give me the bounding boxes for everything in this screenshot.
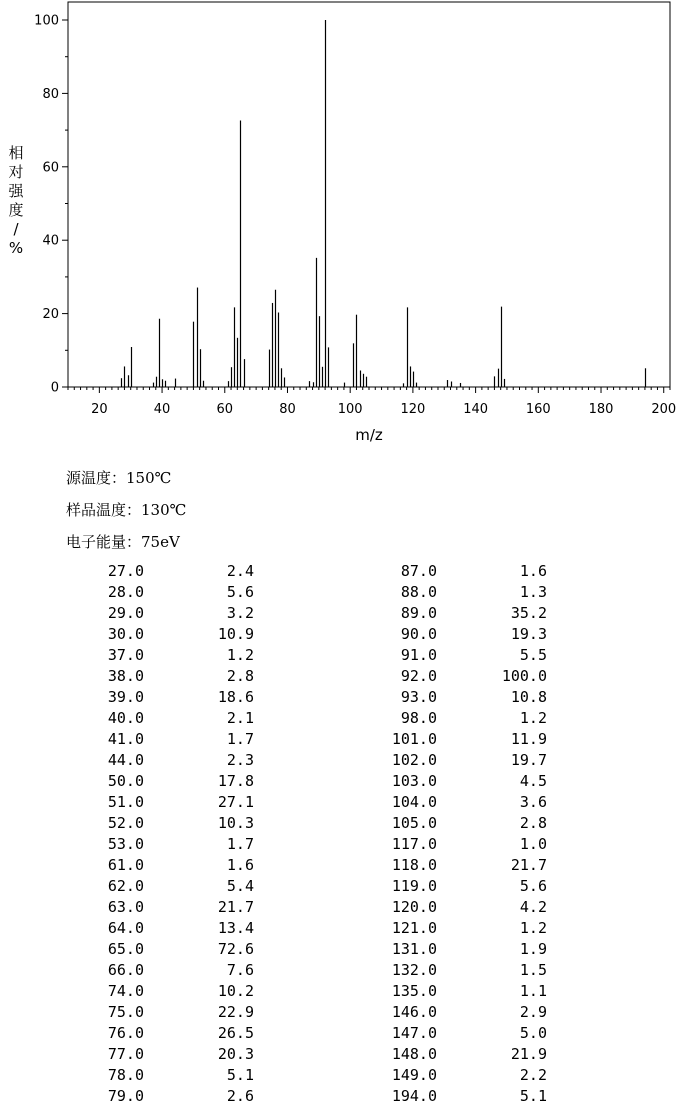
intensity-value: 13.4: [217, 919, 254, 937]
mz-value: 118.0: [391, 856, 437, 874]
table-row: [66, 792, 254, 813]
mz-value: 29.0: [107, 604, 144, 622]
mz-value: 102.0: [391, 751, 437, 769]
intensity-value: 1.1: [519, 982, 547, 1000]
table-row: [359, 1002, 547, 1023]
intensity-value: 1.7: [226, 730, 254, 748]
mz-value: 119.0: [391, 877, 437, 895]
mz-value: 30.0: [107, 625, 144, 643]
table-row: [66, 939, 254, 960]
y-tick-label: 20: [42, 307, 59, 323]
mz-value: 39.0: [107, 688, 144, 706]
mz-value: 44.0: [107, 751, 144, 769]
table-row: [359, 813, 547, 834]
table-row: [66, 1002, 254, 1023]
intensity-value: 10.3: [217, 814, 254, 832]
mz-value: 75.0: [107, 1003, 144, 1021]
table-row: [359, 603, 547, 624]
mz-value: 61.0: [107, 856, 144, 874]
mz-value: 105.0: [391, 814, 437, 832]
y-axis-title-char: 相: [8, 144, 24, 162]
table-row: [66, 834, 254, 855]
mz-value: 149.0: [391, 1066, 437, 1084]
table-row: [359, 855, 547, 876]
mz-value: 65.0: [107, 940, 144, 958]
intensity-value: 19.3: [510, 625, 547, 643]
table-row: [66, 981, 254, 1002]
mz-value: 146.0: [391, 1003, 437, 1021]
intensity-value: 21.7: [217, 898, 254, 916]
mz-value: 28.0: [107, 583, 144, 601]
x-tick-label: 60: [216, 402, 234, 417]
mz-value: 93.0: [400, 688, 437, 706]
mz-value: 78.0: [107, 1066, 144, 1084]
mz-value: 53.0: [107, 835, 144, 853]
table-row: [66, 960, 254, 981]
sample-temperature: 样品温度：130℃: [66, 501, 187, 519]
intensity-value: 2.2: [519, 1066, 547, 1084]
intensity-value: 5.6: [519, 877, 547, 895]
intensity-value: 1.7: [226, 835, 254, 853]
instrument-conditions: [66, 462, 186, 558]
intensity-value: 27.1: [217, 793, 254, 811]
y-axis-title: [6, 144, 26, 258]
intensity-value: 1.5: [519, 961, 547, 979]
table-row: [359, 624, 547, 645]
mass-spectrum-chart: [0, 0, 680, 450]
table-row: [66, 876, 254, 897]
intensity-value: 1.2: [519, 709, 547, 727]
mz-value: 63.0: [107, 898, 144, 916]
table-row: [66, 918, 254, 939]
peak-table-right: [359, 561, 547, 1107]
mz-value: 103.0: [391, 772, 437, 790]
mz-value: 76.0: [107, 1024, 144, 1042]
table-row: [359, 981, 547, 1002]
intensity-value: 1.6: [226, 856, 254, 874]
mz-value: 77.0: [107, 1045, 144, 1063]
mz-value: 91.0: [400, 646, 437, 664]
mz-value: 90.0: [400, 625, 437, 643]
table-row: [359, 561, 547, 582]
x-tick-label: 100: [337, 402, 363, 417]
table-row: [66, 666, 254, 687]
mz-value: 121.0: [391, 919, 437, 937]
table-row: [66, 897, 254, 918]
table-row: [359, 708, 547, 729]
intensity-value: 3.2: [226, 604, 254, 622]
electron-energy: 电子能量：75eV: [66, 533, 180, 551]
x-tick-label: 120: [400, 402, 426, 417]
x-axis: [68, 387, 676, 417]
table-row: [359, 960, 547, 981]
intensity-value: 5.1: [519, 1087, 547, 1105]
intensity-value: 2.6: [226, 1087, 254, 1105]
table-row: [66, 1086, 254, 1107]
mz-value: 50.0: [107, 772, 144, 790]
table-row: [359, 876, 547, 897]
intensity-value: 2.8: [226, 667, 254, 685]
table-row: [359, 918, 547, 939]
mz-value: 98.0: [400, 709, 437, 727]
mz-value: 74.0: [107, 982, 144, 1000]
mz-value: 51.0: [107, 793, 144, 811]
mz-value: 132.0: [391, 961, 437, 979]
table-row: [66, 603, 254, 624]
intensity-value: 3.6: [519, 793, 547, 811]
x-tick-label: 40: [153, 402, 171, 417]
intensity-value: 10.2: [217, 982, 254, 1000]
table-row: [66, 687, 254, 708]
intensity-value: 4.5: [519, 772, 547, 790]
intensity-value: 2.9: [519, 1003, 547, 1021]
intensity-value: 21.7: [510, 856, 547, 874]
intensity-value: 20.3: [217, 1045, 254, 1063]
intensity-value: 1.9: [519, 940, 547, 958]
table-row: [359, 939, 547, 960]
mz-value: 27.0: [107, 562, 144, 580]
peak-table-left: [66, 561, 254, 1107]
table-row: [66, 624, 254, 645]
mz-value: 40.0: [107, 709, 144, 727]
mz-value: 147.0: [391, 1024, 437, 1042]
intensity-value: 7.6: [226, 961, 254, 979]
spectrum-peaks: [122, 20, 646, 387]
intensity-value: 2.3: [226, 751, 254, 769]
intensity-value: 19.7: [510, 751, 547, 769]
table-row: [66, 1044, 254, 1065]
intensity-value: 22.9: [217, 1003, 254, 1021]
y-tick-label: 80: [42, 86, 59, 102]
source-temperature: 源温度：150℃: [66, 469, 172, 487]
intensity-value: 21.9: [510, 1045, 547, 1063]
mz-value: 88.0: [400, 583, 437, 601]
x-tick-label: 160: [525, 402, 551, 417]
mz-value: 41.0: [107, 730, 144, 748]
intensity-value: 72.6: [217, 940, 254, 958]
intensity-value: 1.3: [519, 583, 547, 601]
mz-value: 104.0: [391, 793, 437, 811]
x-tick-label: 200: [651, 402, 677, 417]
y-axis-title-char: 度: [8, 201, 24, 219]
table-row: [66, 855, 254, 876]
y-tick-label: 40: [42, 233, 59, 249]
intensity-value: 2.8: [519, 814, 547, 832]
table-row: [66, 729, 254, 750]
mz-value: 89.0: [400, 604, 437, 622]
table-row: [359, 1086, 547, 1107]
mz-value: 135.0: [391, 982, 437, 1000]
table-row: [66, 561, 254, 582]
x-tick-label: 140: [463, 402, 489, 417]
table-row: [66, 813, 254, 834]
table-row: [359, 750, 547, 771]
intensity-value: 2.4: [226, 562, 254, 580]
intensity-value: 5.0: [519, 1024, 547, 1042]
table-row: [359, 1044, 547, 1065]
table-row: [66, 708, 254, 729]
mz-value: 52.0: [107, 814, 144, 832]
intensity-value: 10.9: [217, 625, 254, 643]
intensity-value: 26.5: [217, 1024, 254, 1042]
table-row: [66, 645, 254, 666]
intensity-value: 1.0: [519, 835, 547, 853]
intensity-value: 35.2: [510, 604, 547, 622]
table-row: [359, 687, 547, 708]
mz-value: 148.0: [391, 1045, 437, 1063]
intensity-value: 5.6: [226, 583, 254, 601]
intensity-value: 100.0: [501, 667, 547, 685]
table-row: [359, 834, 547, 855]
table-row: [359, 666, 547, 687]
y-axis-title-char: /: [13, 220, 19, 238]
y-axis-title-char: 强: [8, 182, 24, 200]
mz-value: 79.0: [107, 1087, 144, 1105]
table-row: [66, 582, 254, 603]
y-axis-title-char: %: [8, 239, 24, 257]
intensity-value: 11.9: [510, 730, 547, 748]
mz-value: 64.0: [107, 919, 144, 937]
mz-value: 101.0: [391, 730, 437, 748]
intensity-value: 2.1: [226, 709, 254, 727]
table-row: [359, 792, 547, 813]
x-axis-title: m/z: [355, 426, 383, 444]
intensity-value: 1.2: [226, 646, 254, 664]
mz-value: 62.0: [107, 877, 144, 895]
table-row: [66, 1023, 254, 1044]
intensity-value: 18.6: [217, 688, 254, 706]
mz-value: 38.0: [107, 667, 144, 685]
mz-value: 120.0: [391, 898, 437, 916]
table-row: [359, 582, 547, 603]
table-row: [359, 645, 547, 666]
table-row: [359, 1023, 547, 1044]
intensity-value: 1.6: [519, 562, 547, 580]
intensity-value: 5.1: [226, 1066, 254, 1084]
intensity-value: 17.8: [217, 772, 254, 790]
table-row: [66, 750, 254, 771]
y-tick-label: 0: [50, 380, 59, 396]
table-row: [359, 1065, 547, 1086]
mz-value: 117.0: [391, 835, 437, 853]
x-tick-label: 80: [279, 402, 296, 417]
intensity-value: 1.2: [519, 919, 547, 937]
intensity-value: 5.4: [226, 877, 254, 895]
mz-value: 37.0: [107, 646, 144, 664]
mz-value: 87.0: [400, 562, 437, 580]
y-axis-title-char: 对: [8, 163, 24, 181]
mz-value: 131.0: [391, 940, 437, 958]
x-tick-label: 180: [588, 402, 614, 417]
intensity-value: 4.2: [519, 898, 547, 916]
y-tick-label: 100: [34, 13, 59, 29]
table-row: [66, 1065, 254, 1086]
intensity-value: 5.5: [519, 646, 547, 664]
table-row: [359, 729, 547, 750]
intensity-value: 10.8: [510, 688, 547, 706]
x-tick-label: 20: [91, 402, 108, 417]
mz-value: 194.0: [391, 1087, 437, 1105]
mz-value: 66.0: [107, 961, 144, 979]
y-axis: [34, 14, 68, 396]
table-row: [66, 771, 254, 792]
mz-value: 92.0: [400, 667, 437, 685]
plot-frame: [68, 2, 670, 387]
table-row: [359, 897, 547, 918]
y-tick-label: 60: [42, 160, 59, 176]
table-row: [359, 771, 547, 792]
